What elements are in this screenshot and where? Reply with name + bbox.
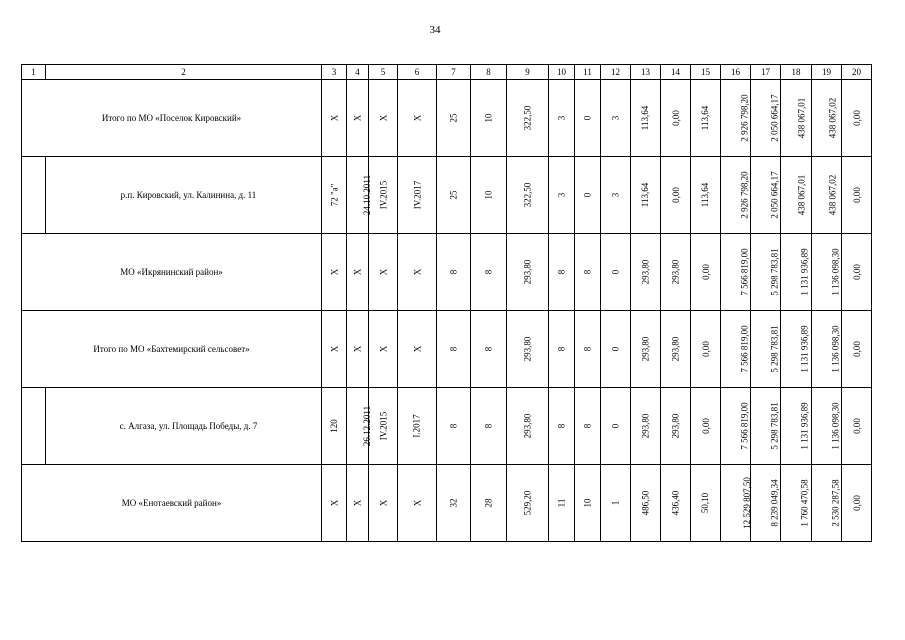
table-cell	[661, 80, 691, 157]
table-cell	[631, 80, 661, 157]
table-cell	[437, 80, 471, 157]
cell-value: X	[412, 114, 422, 122]
cell-value: X	[412, 268, 422, 276]
table-cell	[691, 465, 721, 542]
cell-value: 293,80	[522, 336, 533, 362]
cell-value: X	[378, 114, 388, 122]
cell-value: 113,64	[700, 105, 711, 131]
table-cell	[347, 465, 369, 542]
group-name-cell: Итого по МО «Бахтемирский сельсовет»	[22, 311, 322, 388]
table-cell	[781, 157, 812, 234]
table-cell	[322, 388, 347, 465]
data-table	[21, 64, 872, 542]
column-header: 14	[661, 65, 691, 80]
table-cell	[322, 80, 347, 157]
cell-value: 10	[483, 190, 494, 200]
cell-value: 8	[582, 346, 593, 352]
table-cell	[437, 388, 471, 465]
cell-value: 8	[556, 346, 567, 352]
table-cell	[631, 157, 661, 234]
table-cell	[601, 157, 631, 234]
group-name-cell: Итого по МО «Поселок Кировский»	[22, 80, 322, 157]
header-row	[22, 65, 872, 80]
cell-value: 0,00	[851, 495, 862, 511]
cell-value: 8	[448, 423, 459, 429]
cell-value: 8	[582, 269, 593, 275]
table-cell	[471, 465, 507, 542]
cell-value: 1 131 936,89	[799, 325, 810, 373]
cell-value: 1 131 936,89	[799, 402, 810, 450]
cell-value: 1	[610, 500, 621, 506]
table-cell	[507, 311, 549, 388]
table-cell	[549, 465, 575, 542]
cell-value: 12 529 807,50	[741, 477, 752, 529]
table-cell	[507, 465, 549, 542]
table-cell	[691, 311, 721, 388]
cell-value: 1 136 098,30	[830, 402, 841, 450]
table-cell	[751, 388, 781, 465]
table-cell	[549, 311, 575, 388]
cell-value: 7 566 819,00	[739, 325, 750, 373]
table-cell	[575, 465, 601, 542]
cell-value: 486,50	[640, 490, 651, 516]
cell-value: 1 760 470,58	[799, 479, 810, 527]
table-cell	[549, 388, 575, 465]
cell-value: 0,00	[851, 187, 862, 203]
cell-value: 8	[582, 423, 593, 429]
table-cell	[661, 157, 691, 234]
table-cell	[842, 311, 872, 388]
cell-value: 438 067,01	[796, 97, 807, 139]
cell-value: 2 050 664,17	[769, 171, 780, 219]
cell-value: I.2017	[412, 414, 422, 438]
table-cell	[575, 311, 601, 388]
table-cell	[575, 80, 601, 157]
table-cell	[347, 234, 369, 311]
column-header: 20	[842, 65, 872, 80]
cell-value: 50,10	[700, 492, 711, 514]
column-header: 17	[751, 65, 781, 80]
column-header: 11	[575, 65, 601, 80]
table-cell	[437, 157, 471, 234]
cell-value: 0,00	[851, 264, 862, 280]
cell-value: X	[412, 499, 422, 507]
column-header: 12	[601, 65, 631, 80]
indent-cell	[22, 157, 46, 234]
cell-value: 0,00	[700, 264, 711, 280]
cell-value: 8	[556, 423, 567, 429]
cell-value: X	[412, 345, 422, 353]
table-row	[22, 234, 872, 311]
table-cell	[575, 388, 601, 465]
table-cell	[781, 465, 812, 542]
table-cell	[322, 311, 347, 388]
table-cell	[842, 465, 872, 542]
table-cell	[369, 234, 398, 311]
cell-value: 7 566 819,00	[739, 402, 750, 450]
table-cell	[601, 388, 631, 465]
table-cell	[691, 157, 721, 234]
table-cell	[721, 234, 751, 311]
cell-value: 8	[556, 269, 567, 275]
cell-value: 293,80	[670, 413, 681, 439]
table-cell	[437, 311, 471, 388]
table-row	[22, 157, 872, 234]
cell-value: X	[352, 268, 363, 276]
table-cell	[549, 80, 575, 157]
column-header: 3	[322, 65, 347, 80]
cell-value: 0,00	[851, 341, 862, 357]
table-cell	[347, 388, 373, 465]
table-cell	[471, 388, 507, 465]
cell-value: 113,64	[700, 182, 711, 208]
cell-value: 0,00	[700, 341, 711, 357]
column-header: 6	[398, 65, 437, 80]
cell-value: 8	[483, 269, 494, 275]
table-cell	[398, 157, 437, 234]
cell-value: 5 298 783,81	[769, 325, 780, 373]
column-header: 13	[631, 65, 661, 80]
cell-value: 5 298 783,81	[769, 402, 780, 450]
table-cell	[691, 80, 721, 157]
cell-value: X	[378, 268, 388, 276]
table-cell	[322, 157, 347, 234]
table-cell	[575, 234, 601, 311]
table-cell	[369, 388, 398, 465]
column-header: 18	[781, 65, 812, 80]
table-cell	[812, 80, 842, 157]
cell-value: X	[352, 114, 363, 122]
table-cell	[781, 388, 812, 465]
table-cell	[781, 80, 812, 157]
table-cell	[507, 388, 549, 465]
table-cell	[631, 465, 661, 542]
cell-value: 293,80	[640, 336, 651, 362]
cell-value: 8	[448, 346, 459, 352]
cell-value: 3	[610, 115, 621, 121]
table-cell	[369, 465, 398, 542]
cell-value: 0,00	[851, 110, 862, 126]
table-cell	[661, 465, 691, 542]
table-cell	[575, 157, 601, 234]
cell-value: X	[329, 114, 339, 122]
cell-value: X	[329, 268, 339, 276]
cell-value: 120	[329, 419, 339, 433]
cell-value: 11	[556, 498, 567, 508]
column-header: 2	[46, 65, 322, 80]
table-cell	[398, 80, 437, 157]
cell-value: 436,40	[670, 490, 681, 516]
column-header: 7	[437, 65, 471, 80]
table-cell	[369, 311, 398, 388]
cell-value: 438 067,01	[796, 174, 807, 216]
table-cell	[721, 80, 751, 157]
table-cell	[721, 465, 751, 542]
cell-value: 2 926 798,20	[739, 94, 750, 142]
cell-value: 0	[582, 115, 593, 121]
table-cell	[322, 234, 347, 311]
table-cell	[661, 234, 691, 311]
table-cell	[842, 157, 872, 234]
table-cell	[507, 157, 549, 234]
cell-value: 8 239 049,34	[769, 479, 780, 527]
column-header: 5	[369, 65, 398, 80]
table-cell	[471, 157, 507, 234]
cell-value: 1 136 098,30	[830, 248, 841, 296]
table-cell	[691, 388, 721, 465]
cell-value: 2 530 287,58	[830, 479, 841, 527]
cell-value: 8	[483, 346, 494, 352]
table-cell	[347, 80, 369, 157]
cell-value: 293,80	[522, 413, 533, 439]
column-header: 8	[471, 65, 507, 80]
table-cell	[721, 157, 751, 234]
cell-value: 10	[582, 498, 593, 508]
cell-value: 3	[556, 115, 567, 121]
table-cell	[661, 388, 691, 465]
table-cell	[601, 311, 631, 388]
table-cell	[601, 234, 631, 311]
table-cell	[549, 234, 575, 311]
cell-value: 293,80	[522, 259, 533, 285]
table-cell	[721, 311, 751, 388]
table-cell	[812, 388, 842, 465]
table-cell	[471, 234, 507, 311]
cell-value: 293,80	[670, 259, 681, 285]
table-cell	[471, 311, 507, 388]
table-row	[22, 80, 872, 157]
cell-value: X	[329, 345, 339, 353]
table-cell	[721, 388, 751, 465]
cell-value: 113,64	[640, 182, 651, 208]
indent-cell	[22, 388, 46, 465]
page-number: 34	[429, 24, 441, 36]
group-name-cell: МО «Икрянинский район»	[22, 234, 322, 311]
table-cell	[369, 80, 398, 157]
table-cell	[842, 234, 872, 311]
table-row	[22, 311, 872, 388]
cell-value: 0	[610, 269, 621, 275]
cell-value: 8	[448, 269, 459, 275]
cell-value: X	[378, 499, 388, 507]
cell-value: X	[378, 345, 388, 353]
table-cell	[601, 465, 631, 542]
table-cell	[549, 157, 575, 234]
table-cell	[661, 311, 691, 388]
group-name-cell: МО «Енотаевский район»	[22, 465, 322, 542]
column-header: 9	[507, 65, 549, 80]
cell-value: 293,80	[640, 413, 651, 439]
cell-value: 0,00	[670, 187, 681, 203]
table-cell	[398, 234, 437, 311]
cell-value: 5 298 783,81	[769, 248, 780, 296]
table-cell	[751, 157, 781, 234]
cell-value: 3	[610, 192, 621, 198]
table-cell	[398, 465, 437, 542]
cell-value: 1 131 936,89	[799, 248, 810, 296]
table-cell	[751, 234, 781, 311]
table-cell	[812, 311, 842, 388]
table-cell	[369, 157, 398, 234]
cell-value: 0,00	[851, 418, 862, 434]
table-cell	[751, 80, 781, 157]
cell-value: X	[352, 499, 363, 507]
table-cell	[631, 388, 661, 465]
cell-value: 438 067,02	[827, 174, 838, 216]
cell-value: IV.2015	[378, 180, 389, 210]
column-header: 15	[691, 65, 721, 80]
table-cell	[471, 80, 507, 157]
table-cell	[398, 388, 437, 465]
column-header: 16	[721, 65, 751, 80]
table-cell	[751, 311, 781, 388]
cell-value: 293,80	[670, 336, 681, 362]
table-cell	[398, 311, 437, 388]
table-cell	[437, 234, 471, 311]
cell-value: 293,80	[640, 259, 651, 285]
table-cell	[842, 388, 872, 465]
cell-value: 1 136 098,30	[830, 325, 841, 373]
table-cell	[751, 465, 781, 542]
table-row	[22, 388, 872, 465]
column-header: 1	[22, 65, 46, 80]
cell-value: 322,50	[522, 182, 533, 208]
table-cell	[691, 234, 721, 311]
cell-value: IV.2015	[378, 411, 389, 441]
table-cell	[507, 80, 549, 157]
cell-value: 0,00	[700, 418, 711, 434]
column-header: 4	[347, 65, 369, 80]
table-cell	[631, 234, 661, 311]
cell-value: 28	[483, 498, 494, 508]
cell-value: X	[329, 499, 339, 507]
cell-value: 7 566 819,00	[739, 248, 750, 296]
table-cell	[322, 465, 347, 542]
object-name-cell: с. Алгаза, ул. Площадь Победы, д. 7	[46, 388, 322, 465]
table-cell	[347, 157, 373, 234]
cell-value: 3	[556, 192, 567, 198]
cell-value: 438 067,02	[827, 97, 838, 139]
table-cell	[812, 234, 842, 311]
cell-value: 0,00	[670, 110, 681, 126]
table-cell	[507, 234, 549, 311]
cell-value: 26.12.2011	[362, 405, 373, 447]
table-cell	[812, 157, 842, 234]
table-cell	[842, 80, 872, 157]
table-cell	[601, 80, 631, 157]
table-row	[22, 465, 872, 542]
table-cell	[812, 465, 842, 542]
cell-value: 0	[582, 192, 593, 198]
cell-value: 32	[448, 498, 459, 508]
cell-value: 24.10.2011	[362, 174, 373, 216]
cell-value: 72 "а"	[329, 183, 339, 207]
cell-value: 0	[610, 423, 621, 429]
cell-value: 113,64	[640, 105, 651, 131]
cell-value: 8	[483, 423, 494, 429]
table-cell	[347, 311, 369, 388]
table-cell	[781, 311, 812, 388]
table-cell	[631, 311, 661, 388]
cell-value: 2 050 664,17	[769, 94, 780, 142]
cell-value: 322,50	[522, 105, 533, 131]
cell-value: 25	[448, 113, 459, 123]
cell-value: 10	[483, 113, 494, 123]
cell-value: X	[352, 345, 363, 353]
column-header: 10	[549, 65, 575, 80]
cell-value: 529,20	[522, 490, 533, 516]
table-cell	[781, 234, 812, 311]
cell-value: 25	[448, 190, 459, 200]
object-name-cell: р.п. Кировский, ул. Калинина, д. 11	[46, 157, 322, 234]
column-header: 19	[812, 65, 842, 80]
cell-value: 0	[610, 346, 621, 352]
cell-value: IV.2017	[412, 180, 422, 210]
cell-value: 2 926 798,20	[739, 171, 750, 219]
table-cell	[437, 465, 471, 542]
